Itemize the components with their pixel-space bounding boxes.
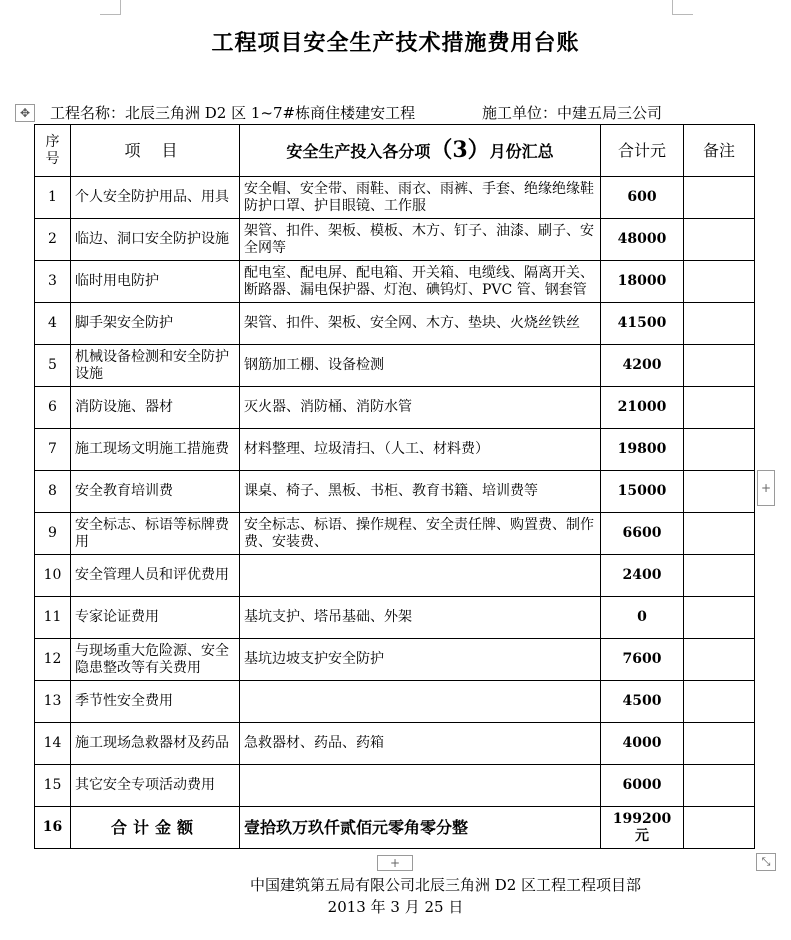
row-remark [684, 345, 755, 387]
table-row [35, 219, 755, 261]
row-amount: 21000 [601, 387, 684, 429]
row-amount: 19800 [601, 429, 684, 471]
table-row [35, 471, 755, 513]
total-remark [684, 807, 755, 849]
row-no: 12 [35, 639, 71, 681]
table-row [35, 681, 755, 723]
row-amount: 6600 [601, 513, 684, 555]
row-no: 7 [35, 429, 71, 471]
row-content: 架管、扣件、架板、安全网、木方、垫块、火烧丝铁丝 [240, 303, 601, 345]
page-corner-mark-left [100, 0, 121, 15]
table-row [35, 261, 755, 303]
total-label: 合计金额 [71, 807, 240, 849]
row-remark [684, 513, 755, 555]
row-remark [684, 597, 755, 639]
row-remark [684, 261, 755, 303]
total-no: 16 [35, 807, 71, 849]
row-item: 与现场重大危险源、安全隐患整改等有关费用 [71, 639, 240, 681]
table-row [35, 555, 755, 597]
row-remark [684, 639, 755, 681]
row-amount: 4200 [601, 345, 684, 387]
header-amount: 合计元 [601, 125, 684, 177]
row-amount: 18000 [601, 261, 684, 303]
row-remark [684, 555, 755, 597]
row-amount: 48000 [601, 219, 684, 261]
total-row [35, 807, 755, 849]
row-item: 施工现场文明施工措施费 [71, 429, 240, 471]
row-content: 课桌、椅子、黑板、书柜、教育书籍、培训费等 [240, 471, 601, 513]
row-no: 5 [35, 345, 71, 387]
table-row [35, 303, 755, 345]
header-content-suffix: 月份汇总 [489, 141, 554, 161]
row-amount: 4000 [601, 723, 684, 765]
row-amount: 0 [601, 597, 684, 639]
add-column-button[interactable]: + [757, 470, 775, 506]
row-remark [684, 765, 755, 807]
row-no: 13 [35, 681, 71, 723]
document-title: 工程项目安全生产技术措施费用台账 [211, 30, 580, 56]
row-item: 脚手架安全防护 [71, 303, 240, 345]
row-no: 10 [35, 555, 71, 597]
footer-date: 2013 年 3 月 25 日 [327, 898, 464, 916]
table-row [35, 765, 755, 807]
row-remark [684, 723, 755, 765]
table-row [35, 513, 755, 555]
row-content: 配电室、配电屏、配电箱、开关箱、电缆线、隔离开关、断路器、漏电保护器、灯泡、碘钨灯、PVC 管、钢套管 [240, 261, 601, 303]
header-no: 序号 [35, 125, 71, 177]
row-remark [684, 471, 755, 513]
row-content [240, 681, 601, 723]
row-content: 基坑支护、塔吊基础、外架 [240, 597, 601, 639]
row-content: 架管、扣件、架板、模板、木方、钉子、油漆、刷子、安全网等 [240, 219, 601, 261]
row-amount: 2400 [601, 555, 684, 597]
page-corner-mark-right [672, 0, 693, 15]
row-content: 钢筋加工棚、设备检测 [240, 345, 601, 387]
row-remark [684, 219, 755, 261]
row-item: 个人安全防护用品、用具 [71, 177, 240, 219]
row-amount: 6000 [601, 765, 684, 807]
row-item: 季节性安全费用 [71, 681, 240, 723]
row-content: 灭火器、消防桶、消防水管 [240, 387, 601, 429]
table-row [35, 429, 755, 471]
row-item: 临时用电防护 [71, 261, 240, 303]
row-content [240, 555, 601, 597]
header-month: （3） [430, 136, 490, 163]
row-remark [684, 387, 755, 429]
row-no: 2 [35, 219, 71, 261]
table-row [35, 597, 755, 639]
table-row [35, 387, 755, 429]
row-item: 安全教育培训费 [71, 471, 240, 513]
table-row [35, 177, 755, 219]
row-amount: 600 [601, 177, 684, 219]
header-item: 项 目 [71, 125, 240, 177]
header-row [35, 125, 755, 177]
row-amount: 4500 [601, 681, 684, 723]
row-item: 机械设备检测和安全防护设施 [71, 345, 240, 387]
row-remark [684, 177, 755, 219]
row-no: 6 [35, 387, 71, 429]
row-item: 施工现场急救器材及药品 [71, 723, 240, 765]
row-item: 安全标志、标语等标牌费用 [71, 513, 240, 555]
row-item: 安全管理人员和评优费用 [71, 555, 240, 597]
table-row [35, 723, 755, 765]
row-no: 4 [35, 303, 71, 345]
table-resize-handle-icon[interactable]: ⤡ [756, 853, 776, 871]
table-move-handle-icon[interactable]: ✥ [15, 104, 35, 122]
row-content [240, 765, 601, 807]
table-row [35, 345, 755, 387]
footer-organization: 中国建筑第五局有限公司北辰三角洲 D2 区工程工程项目部 [249, 876, 642, 894]
row-content: 基坑边坡支护安全防护 [240, 639, 601, 681]
row-no: 3 [35, 261, 71, 303]
row-item: 专家论证费用 [71, 597, 240, 639]
cost-ledger-table [34, 124, 755, 849]
row-no: 9 [35, 513, 71, 555]
header-content-prefix: 安全生产投入各分项 [286, 141, 431, 161]
row-remark [684, 429, 755, 471]
row-no: 15 [35, 765, 71, 807]
row-amount: 15000 [601, 471, 684, 513]
row-no: 11 [35, 597, 71, 639]
header-remark: 备注 [684, 125, 755, 177]
total-amount: 199200 元 [601, 807, 684, 849]
row-amount: 7600 [601, 639, 684, 681]
row-content: 安全标志、标语、操作规程、安全责任牌、购置费、制作费、安装费、 [240, 513, 601, 555]
row-item: 其它安全专项活动费用 [71, 765, 240, 807]
row-item: 消防设施、器材 [71, 387, 240, 429]
project-name: 工程名称：北辰三角洲 D2 区 1~7#栋商住楼建安工程 [50, 104, 416, 122]
row-no: 8 [35, 471, 71, 513]
row-content: 材料整理、垃圾清扫、（人工、材料费） [240, 429, 601, 471]
row-content: 安全帽、安全带、雨鞋、雨衣、雨裤、手套、绝缘绝缘鞋防护口罩、护目眼镜、工作服 [240, 177, 601, 219]
row-content: 急救器材、药品、药箱 [240, 723, 601, 765]
row-no: 1 [35, 177, 71, 219]
table-row [35, 639, 755, 681]
row-item: 临边、洞口安全防护设施 [71, 219, 240, 261]
add-row-button[interactable]: + [377, 855, 413, 871]
row-no: 14 [35, 723, 71, 765]
header-content [240, 125, 601, 177]
row-remark [684, 681, 755, 723]
row-remark [684, 303, 755, 345]
total-amount-words: 壹拾玖万玖仟贰佰元零角零分整 [240, 807, 601, 849]
construction-unit: 施工单位：中建五局三公司 [482, 104, 663, 122]
row-amount: 41500 [601, 303, 684, 345]
